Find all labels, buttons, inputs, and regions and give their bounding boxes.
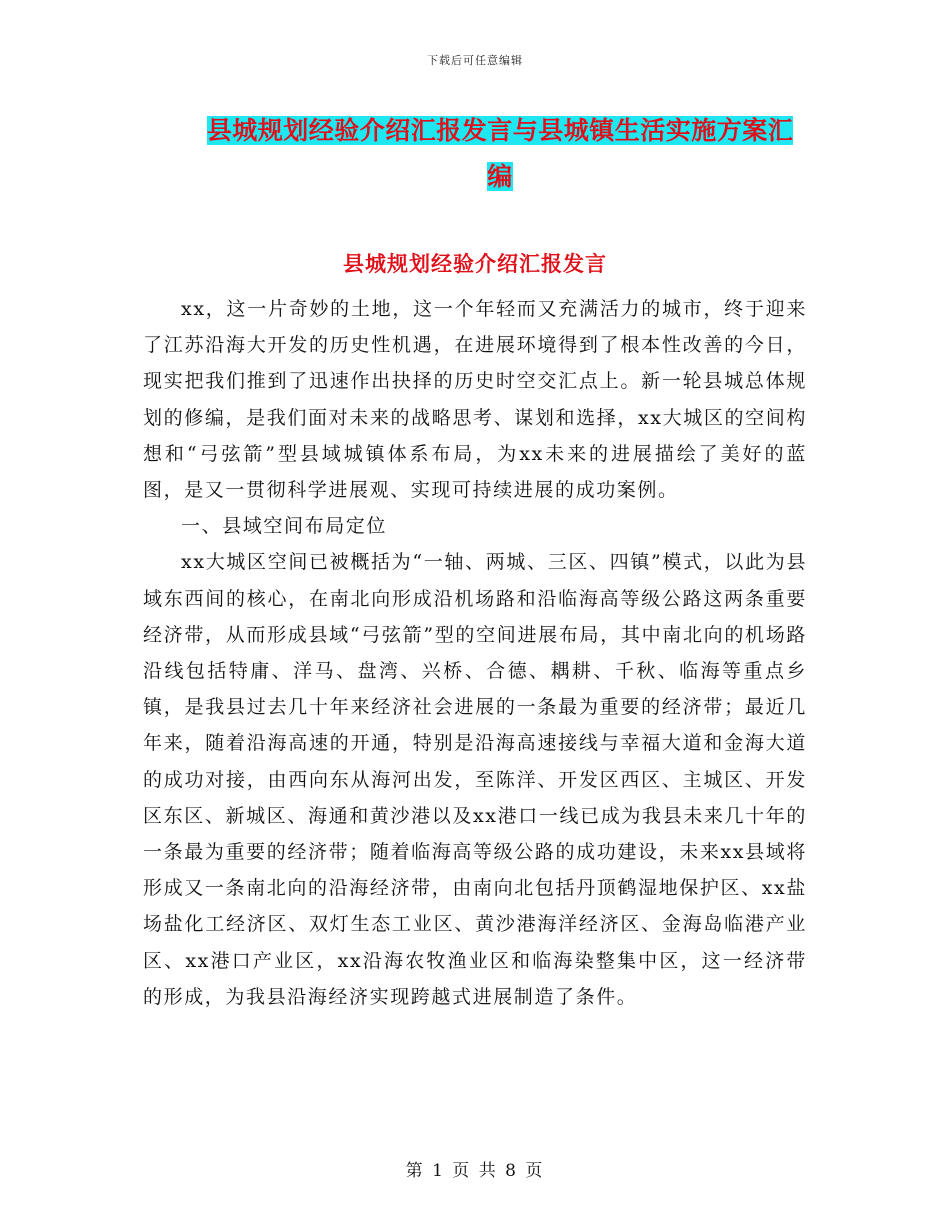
document-title-text: 县城规划经验介绍汇报发言与县城镇生活实施方案汇编 <box>206 116 794 191</box>
section-title: 县城规划经验介绍汇报发言 <box>343 251 607 276</box>
paragraph: xx，这一片奇妙的土地，这一个年轻而又充满活力的城市，终于迎来了江苏沿海大开发的历史性机遇，在进展环境得到了根本性改善的今日，现实把我们推到了迅速作出抉择的历史时空交汇点上。新一轮县城总体规划的修编，是我们面对未来的战略思考、谋划和选择，xx大城区的空间构想和“弓弦箭”型县域城镇体系布局，为xx未来的进展描绘了美好的蓝图，是又一贯彻科学进展观、实现可持续进展的成功案例。 <box>143 298 807 502</box>
page-header-note: 下载后可任意编辑 <box>427 54 523 67</box>
paragraph: xx大城区空间已被概括为“一轴、两城、三区、四镇”模式，以此为县域东西间的核心，在南北向形成沿机场路和沿临海高等级公路这两条重要经济带，从而形成县域“弓弦箭”型的空间进展布局，其中南北向的机场路沿线包括特庸、洋马、盘湾、兴桥、合德、耦耕、千秋、临海等重点乡镇，是我县过去几十年来经济社会进展的一条最为重要的经济带；最近几年来，随着沿海高速的开通，特别是沿海高速接线与幸福大道和金海大道的成功对接，由西向东从海河出发，至陈洋、开发区西区、主城区、开发区东区、新城区、海通和黄沙港以及xx港口一线已成为我县未来几十年的一条最为重要的经济带；随着临海高等级公路的成功建设，未来xx县域将形成又一条南北向的沿海经济带，由南向北包括丹顶鹤湿地保护区、xx盐场盐化工经济区、双灯生态工业区、黄沙港海洋经济区、金海岛临港产业区、xx港口产业区，xx沿海农牧渔业区和临海染整集中区，这一经济带的形成，为我县沿海经济实现跨越式进展制造了条件。 <box>143 551 807 1008</box>
page-footer-number: 第 1 页 共 8 页 <box>405 1161 545 1181</box>
document-body <box>143 291 807 1015</box>
paragraph-heading: 一、县域空间布局定位 <box>181 515 388 538</box>
document-title <box>195 108 805 200</box>
